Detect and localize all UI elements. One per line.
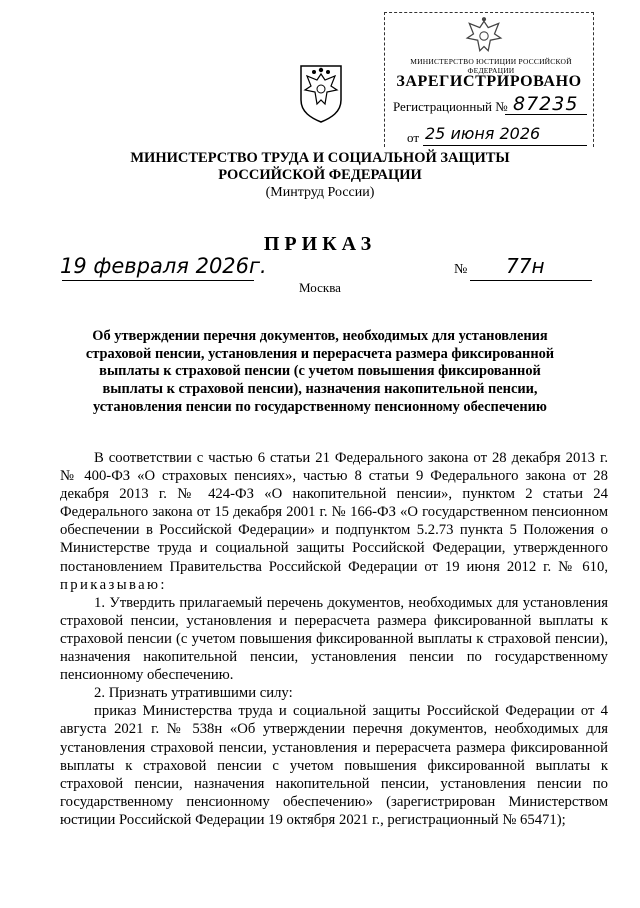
order-date-handwritten: 19 февраля 2026г. (60, 254, 267, 278)
stamp-date-label: от (407, 130, 420, 145)
stamp-reg-number: 87235 (513, 93, 579, 115)
orders-word: приказываю: (60, 576, 167, 593)
intro-paragraph (60, 449, 608, 594)
number-label: № (454, 262, 468, 277)
item-1: 1. Утвердить прилагаемый перечень документов, необходимых для установления страховой пенсии, установления и перерасчета размера фиксированной выплаты к страховой пенсии (с учетом повышения фиксированной выплаты к страховой пенсии), назначения накопительной пенсии, установления пенсии по государственному пенсионному обеспечению. (60, 594, 608, 684)
stamp-reg-label: Регистрационный № (393, 99, 508, 114)
stamp-status: ЗАРЕГИСТРИРОВАНО (396, 73, 582, 90)
item-2-subparagraph: приказ Министерства труда и социальной защиты Российской Федерации от 4 августа 2021 г. № 538н «Об утверждении перечня документов, необходимых для установления страховой пенсии, установления и перерасчета размера фиксированной выплаты к страховой пенсии с учетом повышения фиксированной выплаты к страховой пенсии, назначения накопительной пенсии, установления пенсии по государственному пенсионному обеспечению» (зарегистрирован Министерством юстиции Российской Федерации 19 октября 2021 г., регистрационный № 65471); (60, 703, 608, 828)
stamp-ministry-text: МИНИСТЕРСТВО ЮСТИЦИИ РОССИЙСКОЙ ФЕДЕРАЦИИ (410, 57, 572, 75)
registration-stamp (384, 12, 594, 147)
document-heading: Об утверждении перечня документов, необходимых для установления страховой пенсии, установления и перерасчета размера фиксированной выплаты к страховой пенсии (с учетом повышения фиксированной выплаты к страховой пенсии), назначения накопительной пенсии, установления пенсии по государственному пенсионному обеспечению (85, 328, 555, 415)
eagle-emblem-icon (463, 15, 505, 57)
order-number-handwritten: 77н (506, 254, 545, 278)
document-type: ПРИКАЗ (263, 233, 377, 255)
stamp-reg-underline (505, 114, 587, 115)
ministry-name-line1: МИНИСТЕРСТВО ТРУДА И СОЦИАЛЬНОЙ ЗАЩИТЫ (130, 150, 510, 166)
ministry-name-line2: РОССИЙСКОЙ ФЕДЕРАЦИИ (218, 167, 422, 183)
number-underline (470, 280, 592, 281)
document-body (60, 449, 608, 829)
intro-text: В соответствии с частью 6 статьи 21 Федерального закона от 28 декабря 2013 г. № 400-ФЗ «О страховых пенсиях», частью 8 статьи 9 Федерального закона от 28 декабря 2013 г. № 424-ФЗ «О накопительной пенсии», пунктом 2 статьи 24 Федерального закона от 15 декабря 2001 г. № 166-ФЗ «О государственном пенсионном обеспечении в Российской Федерации» и подпунктом 5.2.73 пункта 5 Положения о Министерстве труда и социальной защиты Российской Федерации, утвержденного постановлением Правительства Российской Федерации от 19 июня 2012 г. № 610, (60, 450, 608, 575)
item-2: 2. Признать утратившими силу: (94, 685, 293, 702)
eagle-emblem-icon (298, 62, 344, 124)
city: Москва (299, 280, 341, 295)
stamp-date-underline (423, 145, 587, 146)
stamp-date-value: 25 июня 2026 (425, 124, 541, 143)
ministry-short-name: (Минтруд России) (265, 185, 375, 200)
